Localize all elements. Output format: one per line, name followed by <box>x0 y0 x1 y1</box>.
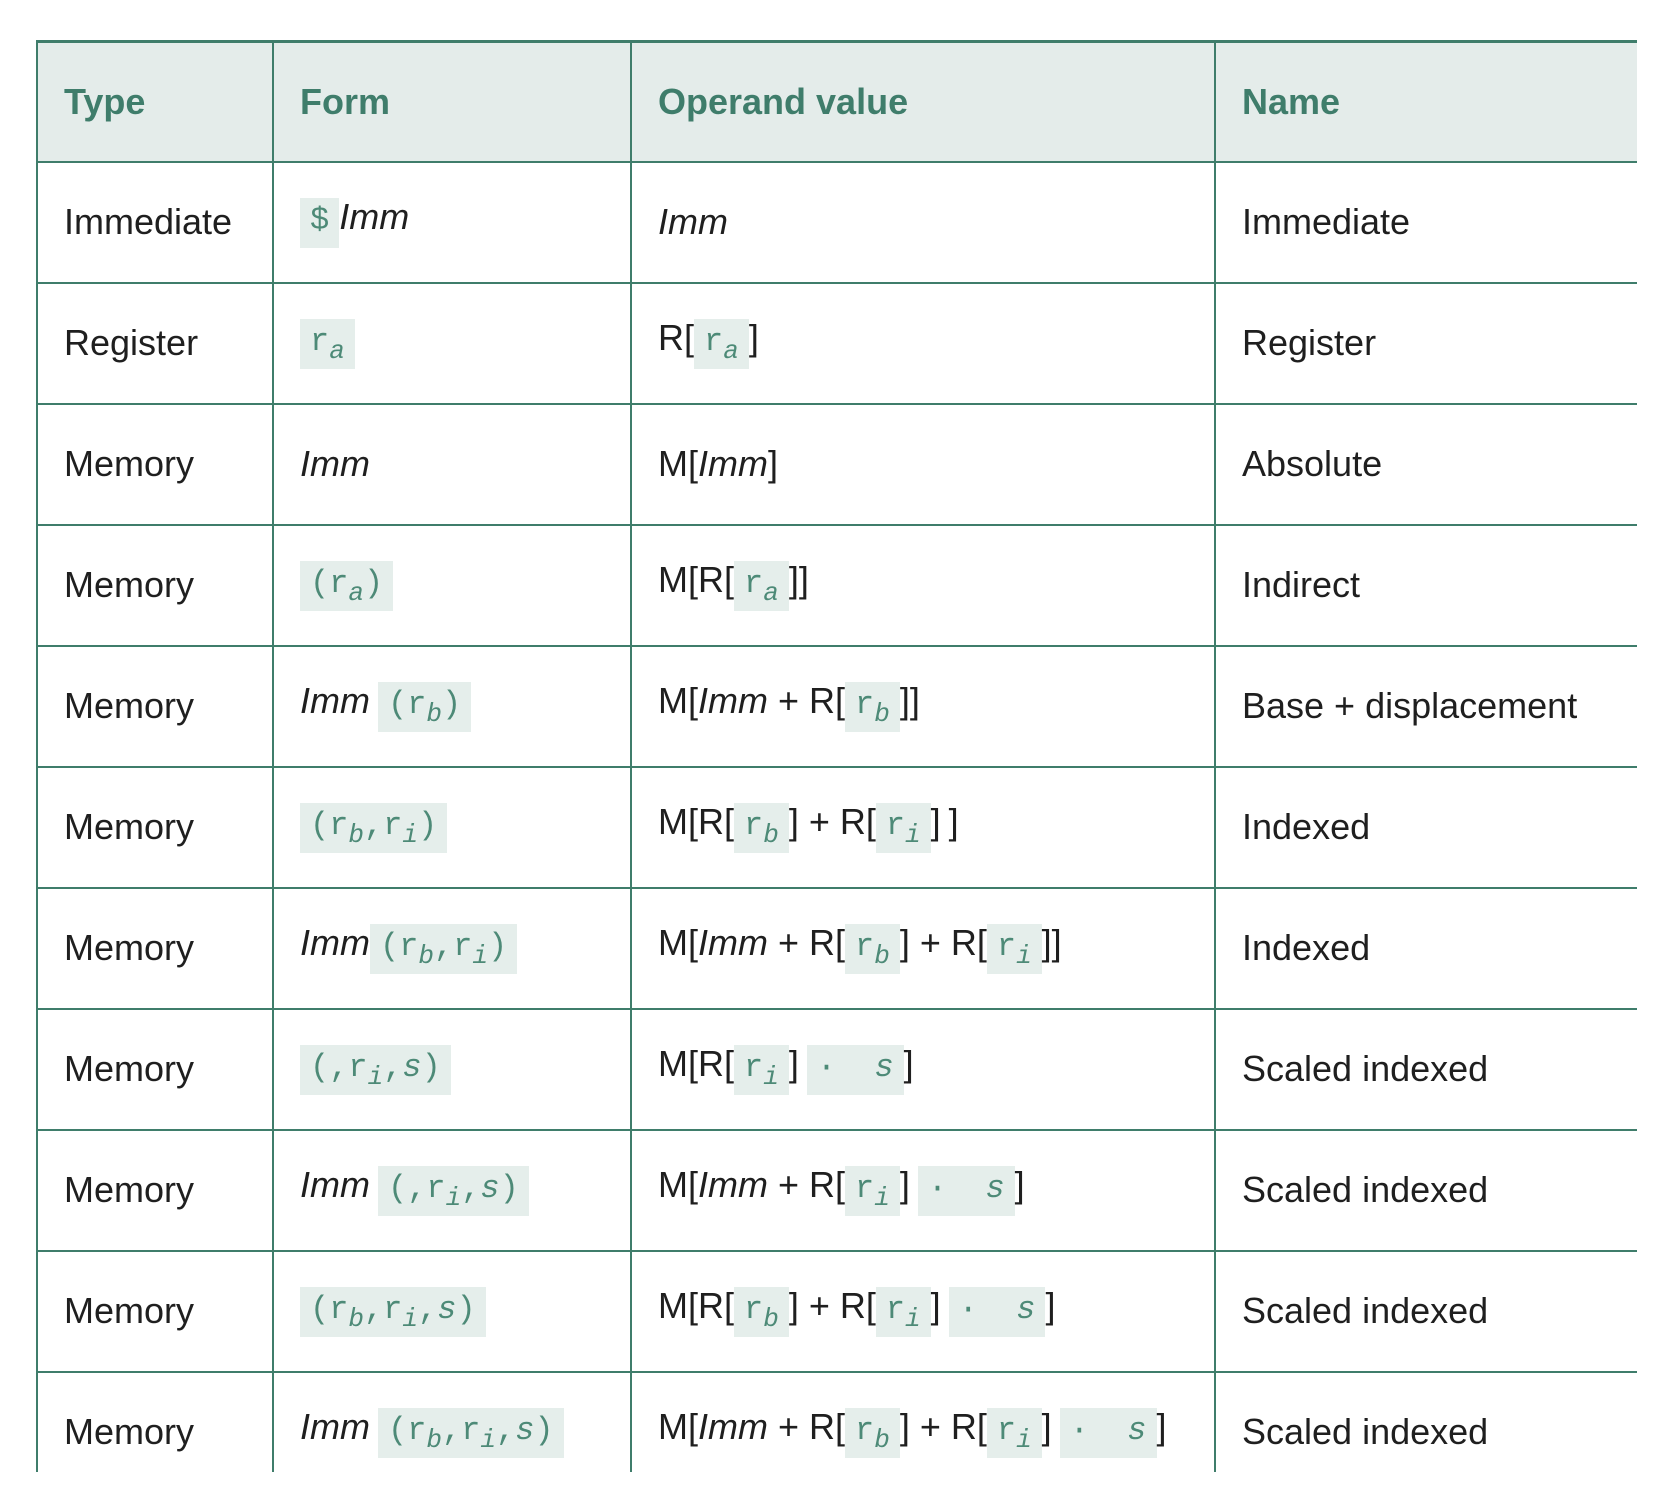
cell-type: Immediate <box>37 162 273 283</box>
cell-form: $(r_b,r_i)$ <box>273 767 631 888</box>
cell-operand-value: M[Imm + R[ $r_i$ ] · s ] <box>631 1130 1215 1251</box>
cell-type: Memory <box>37 767 273 888</box>
cell-name: Indexed <box>1215 888 1637 1009</box>
table-row <box>37 283 1637 404</box>
cell-name: Indirect <box>1215 525 1637 646</box>
header-operand-value: Operand value <box>631 42 1215 162</box>
cell-name: Scaled indexed <box>1215 1372 1637 1473</box>
cell-name: Register <box>1215 283 1637 404</box>
cell-operand-value: M[R[ $r_b$ ] + R[ $r_i$ ] · s ] <box>631 1251 1215 1372</box>
cell-operand-value: M[Imm + R[ $r_b$ ] + R[ $r_i$ ] · s ] <box>631 1372 1215 1473</box>
cell-type: Memory <box>37 1009 273 1130</box>
table-row <box>37 1009 1637 1130</box>
cell-operand-value: M[Imm] <box>631 404 1215 525</box>
cell-type: Register <box>37 283 273 404</box>
cell-type: Memory <box>37 404 273 525</box>
table-row <box>37 767 1637 888</box>
header-name: Name <box>1215 42 1637 162</box>
table-header-row <box>37 42 1637 162</box>
cell-name: Absolute <box>1215 404 1637 525</box>
table-row <box>37 162 1637 283</box>
cell-form: Imm $(,r_i,s)$ <box>273 1130 631 1251</box>
header-form: Form <box>273 42 631 162</box>
cell-name: Base + displacement <box>1215 646 1637 767</box>
table-row <box>37 1130 1637 1251</box>
cell-form: $ Imm <box>273 162 631 283</box>
operand-forms-table <box>36 40 1637 1472</box>
table-row <box>37 888 1637 1009</box>
cell-form: Imm $(r_b,r_i,s)$ <box>273 1372 631 1473</box>
cell-operand-value: M[R[ $r_b$ ] + R[ $r_i$ ] ] <box>631 767 1215 888</box>
cell-form: Imm $(r_b,r_i)$ <box>273 888 631 1009</box>
cell-name: Indexed <box>1215 767 1637 888</box>
cell-form: $r_a$ <box>273 283 631 404</box>
operand-forms-table-container <box>36 40 1637 1472</box>
header-type: Type <box>37 42 273 162</box>
cell-name: Scaled indexed <box>1215 1251 1637 1372</box>
cell-name: Immediate <box>1215 162 1637 283</box>
cell-operand-value: M[Imm + R[ $r_b$ ]] <box>631 646 1215 767</box>
cell-type: Memory <box>37 525 273 646</box>
table-row <box>37 525 1637 646</box>
cell-type: Memory <box>37 1372 273 1473</box>
table-row <box>37 1251 1637 1372</box>
cell-operand-value: M[Imm + R[ $r_b$ ] + R[ $r_i$ ]] <box>631 888 1215 1009</box>
cell-form: $(r_a)$ <box>273 525 631 646</box>
cell-operand-value: Imm <box>631 162 1215 283</box>
table-row <box>37 404 1637 525</box>
cell-operand-value: M[R[ $r_a$ ]] <box>631 525 1215 646</box>
cell-form: Imm $(r_b)$ <box>273 646 631 767</box>
cell-operand-value: M[R[ $r_i$ ] · s ] <box>631 1009 1215 1130</box>
cell-type: Memory <box>37 1130 273 1251</box>
table-body <box>37 162 1637 1473</box>
cell-name: Scaled indexed <box>1215 1009 1637 1130</box>
cell-type: Memory <box>37 646 273 767</box>
table-row <box>37 1372 1637 1473</box>
cell-form: Imm <box>273 404 631 525</box>
cell-form: $(r_b,r_i,s)$ <box>273 1251 631 1372</box>
cell-operand-value: R[ $r_a$ ] <box>631 283 1215 404</box>
cell-form: $(,r_i,s)$ <box>273 1009 631 1130</box>
table-row <box>37 646 1637 767</box>
cell-type: Memory <box>37 888 273 1009</box>
cell-name: Scaled indexed <box>1215 1130 1637 1251</box>
cell-type: Memory <box>37 1251 273 1372</box>
